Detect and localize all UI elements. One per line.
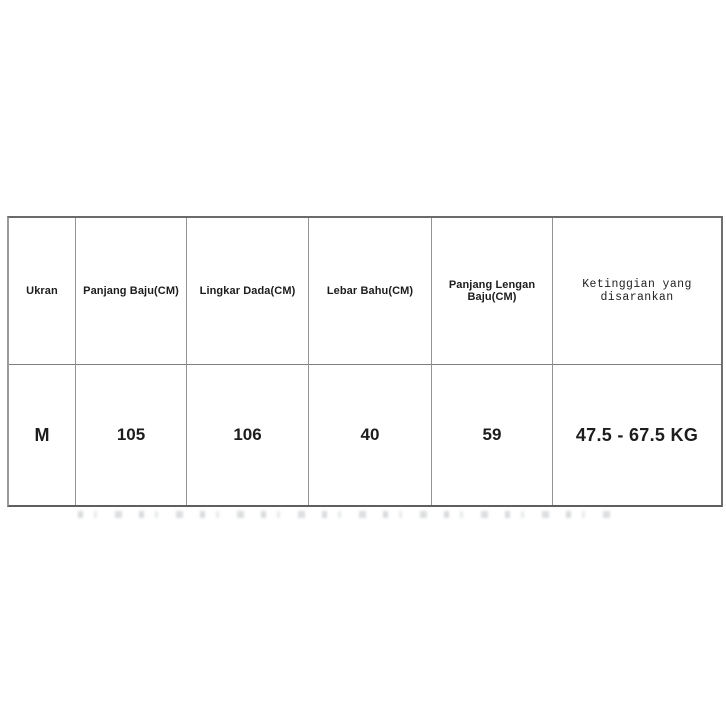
header-cell-panjang-baju: Panjang Baju(CM) [76,218,187,365]
header-cell-ketinggian: Ketinggian yang disarankan [553,218,721,365]
data-cell-panjang-lengan-baju: 59 [432,365,553,505]
data-cell-ketinggian: 47.5 - 67.5 KG [575,424,699,445]
size-chart-table [7,216,723,507]
cropped-blurred-text-line [78,511,623,518]
header-cell-ukran: Ukran [9,218,76,365]
data-cell-panjang-baju: 105 [76,365,187,505]
data-cell-lingkar-dada: 106 [187,365,309,505]
data-cell-lebar-bahu: 40 [309,365,432,505]
header-cell-panjang-lengan-baju: Panjang Lengan Baju(CM) [432,218,553,365]
data-cell-ukran: M [9,365,76,505]
header-cell-lingkar-dada: Lingkar Dada(CM) [187,218,309,365]
header-cell-lebar-bahu: Lebar Bahu(CM) [309,218,432,365]
